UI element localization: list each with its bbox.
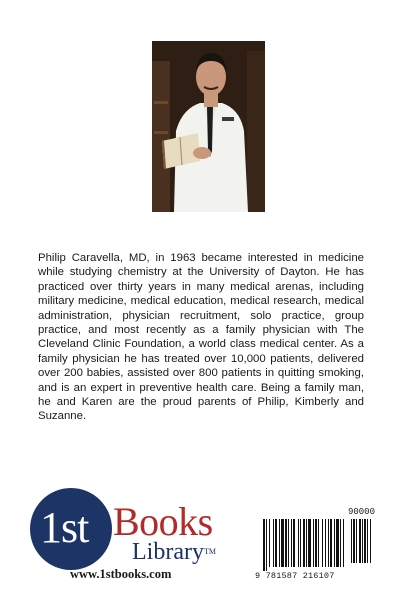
publisher-logo [30, 488, 220, 588]
author-photo [152, 41, 265, 212]
publisher-url: www.1stbooks.com [70, 567, 172, 581]
trademark-mark: TM [203, 547, 216, 556]
logo-books-text: Books [113, 499, 213, 544]
barcode-price-code: 90000 [347, 507, 375, 517]
barcode-digits: 9 781587 216107 [255, 571, 335, 581]
author-bio: Philip Caravella, MD, in 1963 became interested in medicine while studying chemistry at the University of Dayton. He has practiced over thirty years in many medical arenas, including military medicine, medical education, medical research, medical administration, physician recruitment, solo practice, group practice, and most recently as a family physician with The Cleveland Clinic Foundation, a world class medical center. As a family physician he has treated over 10,000 patients, delivered over 200 babies, assisted over 800 patients in quitting smoking, and is an expert in preventive health care. Being a family man, he and Karen are the proud parents of Philip, Kimberly and Suzanne. [38, 252, 364, 423]
logo-library-text: Library™ [132, 539, 216, 565]
isbn-barcode [255, 507, 377, 582]
logo-number: 1st [40, 503, 89, 552]
